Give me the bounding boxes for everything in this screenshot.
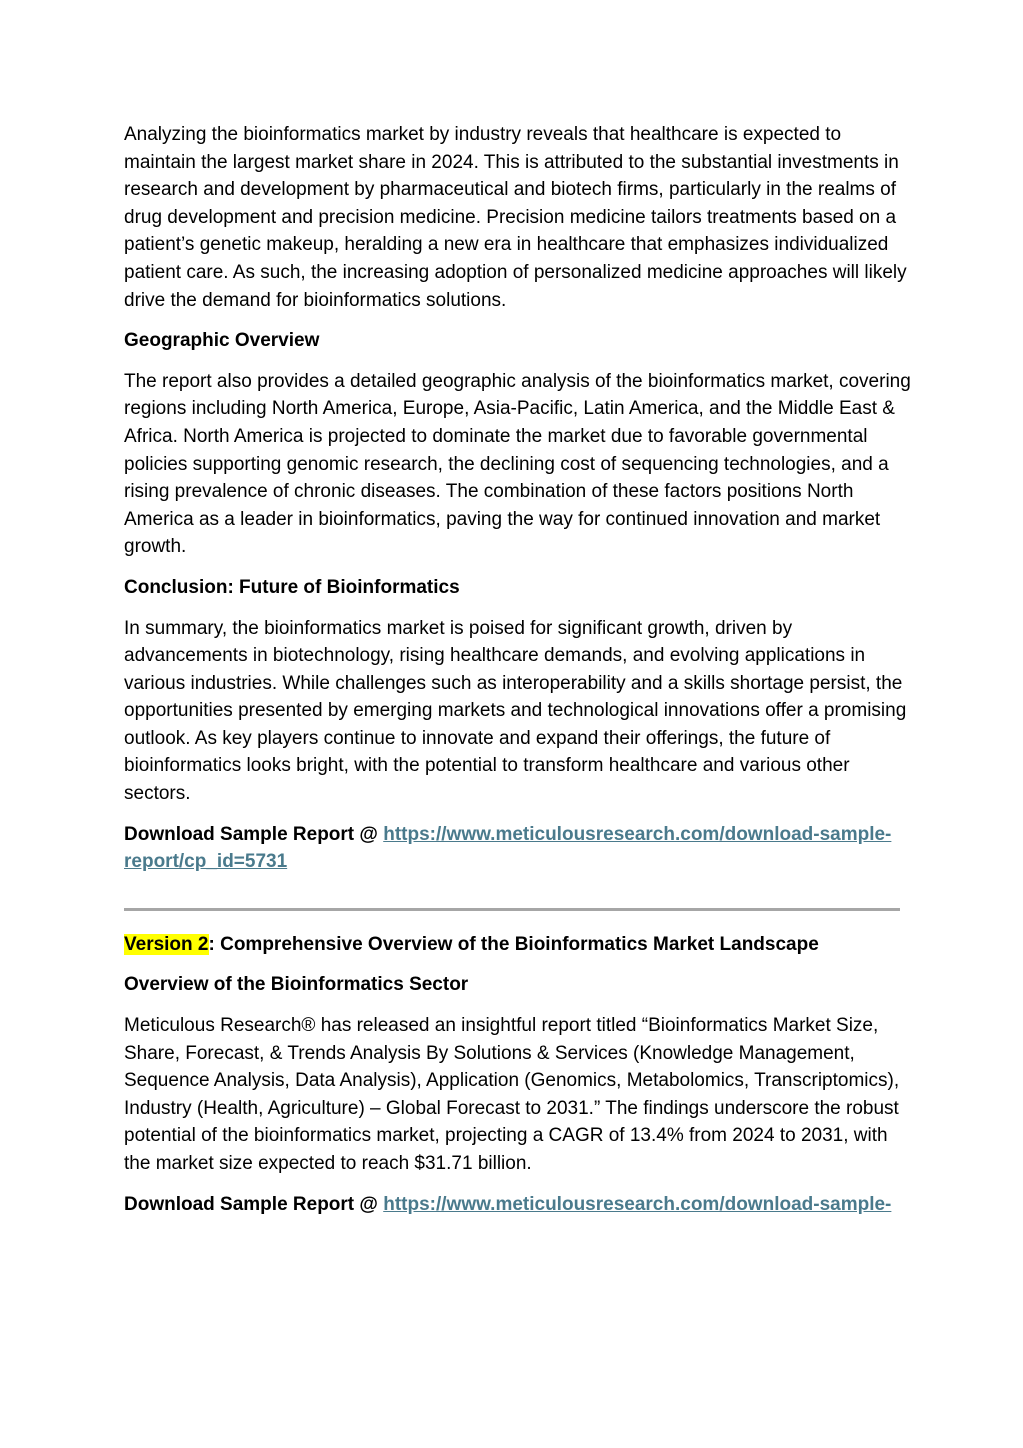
version-2-title	[124, 931, 914, 959]
heading-geographic-overview: Geographic Overview	[124, 330, 320, 352]
download-sample-line-2	[124, 1191, 914, 1219]
download-link[interactable]: https://www.meticulousresearch.com/download-sample-report/cp_id=5731	[124, 823, 892, 873]
download-label: Download Sample Report @	[124, 823, 384, 845]
version-label: Version 2	[124, 933, 209, 955]
heading-conclusion: Conclusion: Future of Bioinformatics	[124, 576, 460, 598]
heading-sector-overview: Overview of the Bioinformatics Sector	[124, 974, 469, 996]
paragraph-geographic: The report also provides a detailed geographic analysis of the bioinformatics market, covering regions including North America, Europe, Asia-Pacific, Latin America, and the Middle East & Africa. North America is projected to dominate the market due to favorable governmental policies supporting genomic research, the declining cost of sequencing technologies, and a rising prevalence of chronic diseases. The combination of these factors positions North America as a leader in bioinformatics, paving the way for continued innovation and market growth.	[124, 370, 911, 558]
paragraph-industry: Analyzing the bioinformatics market by industry reveals that healthcare is expected to maintain the largest market share in 2024. This is attributed to the substantial investments in research and development by pharmaceutical and biotech firms, particularly in the realms of drug development and precision medicine. Precision medicine tailors treatments based on a patient’s genetic makeup, heralding a new era in healthcare that emphasizes individualized patient care. As such, the increasing adoption of personalized medicine approaches will likely drive the demand for bioinformatics solutions.	[124, 124, 907, 311]
paragraph-overview: Meticulous Research® has released an insightful report titled “Bioinformatics Market Size, Share, Forecast, & Trends Analysis By Solutions & Services (Knowledge Management, Sequence Analysis, Data Analysis), Application (Genomics, Metabolomics, Transcriptomics), Industry (Health, Agriculture) – Global Forecast to 2031.” The findings underscore the robust potential of the bioinformatics market, projecting a CAGR of 13.4% from 2024 to 2031, with the market size expected to reach $31.71 billion.	[124, 1015, 900, 1174]
paragraph-conclusion: In summary, the bioinformatics market is poised for significant growth, driven by advancements in biotechnology, rising healthcare demands, and evolving applications in various industries. While challenges such as interoperability and a skills shortage persist, the opportunities presented by emerging markets and technological innovations offer a promising outlook. As key players continue to innovate and expand their offerings, the future of bioinformatics looks bright, with the potential to transform healthcare and various other sectors.	[124, 617, 907, 805]
download-link[interactable]: https://www.meticulousresearch.com/download-sample-	[383, 1193, 892, 1215]
version-title: : Comprehensive Overview of the Bioinformatics Market Landscape	[208, 933, 819, 955]
document-page	[124, 121, 914, 1218]
horizontal-divider	[124, 908, 900, 911]
download-label: Download Sample Report @	[124, 1193, 384, 1215]
download-sample-line-1	[124, 821, 914, 876]
